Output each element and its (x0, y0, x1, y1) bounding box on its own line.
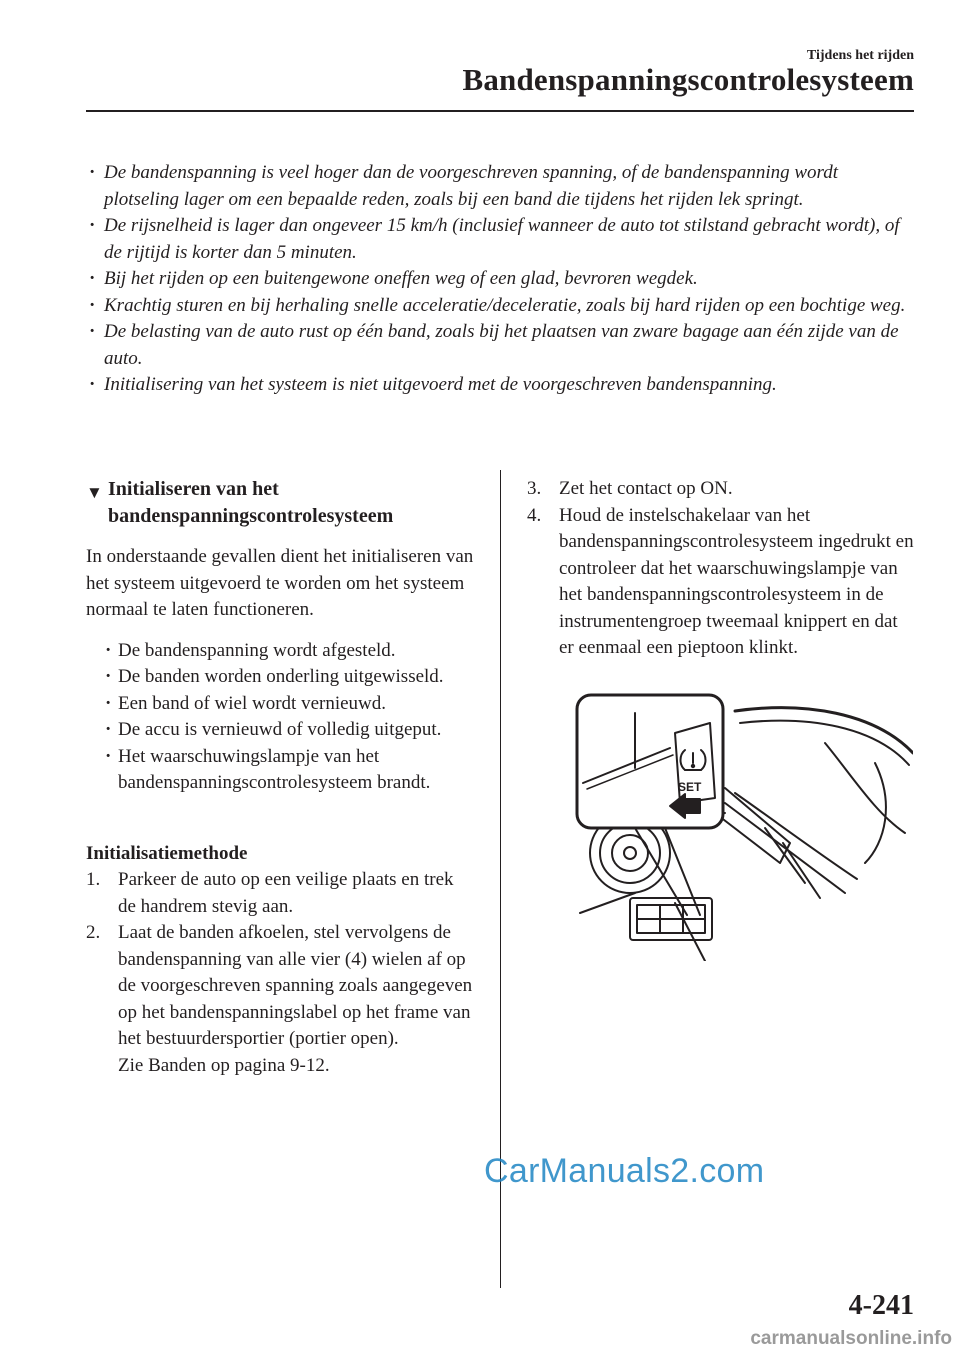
page-number: 4-241 (848, 1290, 914, 1321)
initialise-conditions (86, 638, 476, 797)
steps-list (527, 476, 917, 662)
list-item: · De accu is vernieuwd of volledig uitgeput. (102, 717, 476, 744)
list-item: · Krachtig sturen en bij herhaling snelle acceleratie/deceleratie, zoals bij hard rijden op een bochtige weg. (86, 293, 916, 320)
right-column (527, 476, 917, 662)
list-item: · Bij het rijden op een buitengewone oneffen weg of een glad, bevroren wegdek. (86, 266, 916, 293)
page-title: Bandenspanningscontrolesysteem (462, 62, 914, 97)
list-item: · De belasting van de auto rust op één band, zoals bij het plaatsen van zware bagage aan één zijde van de auto. (86, 319, 916, 372)
header-section-label: Tijdens het rijden (806, 48, 914, 63)
step-item (86, 867, 476, 920)
list-item: · De banden worden onderling uitgewisseld. (102, 664, 476, 691)
condition-list-top (86, 160, 916, 399)
step-reference: Zie Banden op pagina 9-12. (118, 1054, 330, 1076)
step-text: Laat de banden afkoelen, stel vervolgens de bandenspanning van alle vier (4) wielen af op de voorgeschreven spanning zoals aangegeven op het bandenspanningslabel op het frame van het bestuurdersportier (portier open). (118, 922, 473, 1049)
step-item (86, 920, 476, 1079)
section-intro: In onderstaande gevallen dient het initialiseren van het systeem uitgevoerd te worden om het systeem normaal te laten functioneren. (86, 546, 474, 620)
set-button-label: SET (678, 780, 702, 794)
step-number: 1. (86, 869, 101, 890)
step-text: Houd de instelschakelaar van het bandenspanningscontrolesysteem ingedrukt en controleer dat het waarschuwingslampje van het bandenspanningscontrolesysteem in de instrumentengroep tweemaal knippert en dat er eenmaal een pieptoon klinkt. (559, 504, 914, 658)
list-item: · Een band of wiel wordt vernieuwd. (102, 691, 476, 718)
list-item: · De bandenspanning wordt afgesteld. (102, 638, 476, 665)
watermark-carmanuals2: CarManuals2.com (484, 1152, 765, 1190)
left-column (86, 476, 476, 1079)
step-text: Parkeer de auto op een veilige plaats en trek de handrem stevig aan. (118, 869, 454, 917)
steps-list (86, 867, 476, 1079)
list-item: · Initialisering van het systeem is niet uitgevoerd met de voorgeschreven bandenspanning. (86, 372, 916, 399)
section-heading (86, 476, 476, 530)
step-number: 4. (527, 504, 542, 526)
footer-watermark: carmanualsonline.info (750, 1328, 952, 1349)
step-item (527, 503, 917, 662)
method-heading: Initialisatiemethode (86, 842, 248, 864)
section-heading-line1: Initialiseren van het (108, 478, 279, 500)
step-number: 2. (86, 922, 101, 943)
header-rule (86, 110, 914, 112)
step-item (527, 476, 917, 503)
list-item: · Het waarschuwingslampje van het bandenspanningscontrolesysteem brandt. (102, 744, 476, 797)
section-heading-line2: bandenspanningscontrolesysteem (108, 505, 394, 527)
list-item: · De bandenspanning is veel hoger dan de voorgeschreven spanning, of de bandenspanning wordt plotseling lager om een bepaalde reden, zoals bij een band die tijdens het rijden lek springt. (86, 160, 916, 213)
list-item: · De rijsnelheid is lager dan ongeveer 15 km/h (inclusief wanneer de auto tot stilstand gebracht wordt), of de rijtijd is korter dan 5 minuten. (86, 213, 916, 266)
triangle-marker-icon: ▼ (86, 483, 103, 502)
step-number: 3. (527, 478, 542, 499)
set-switch-illustration (575, 693, 913, 961)
step-text: Zet het contact op ON. (559, 478, 733, 499)
